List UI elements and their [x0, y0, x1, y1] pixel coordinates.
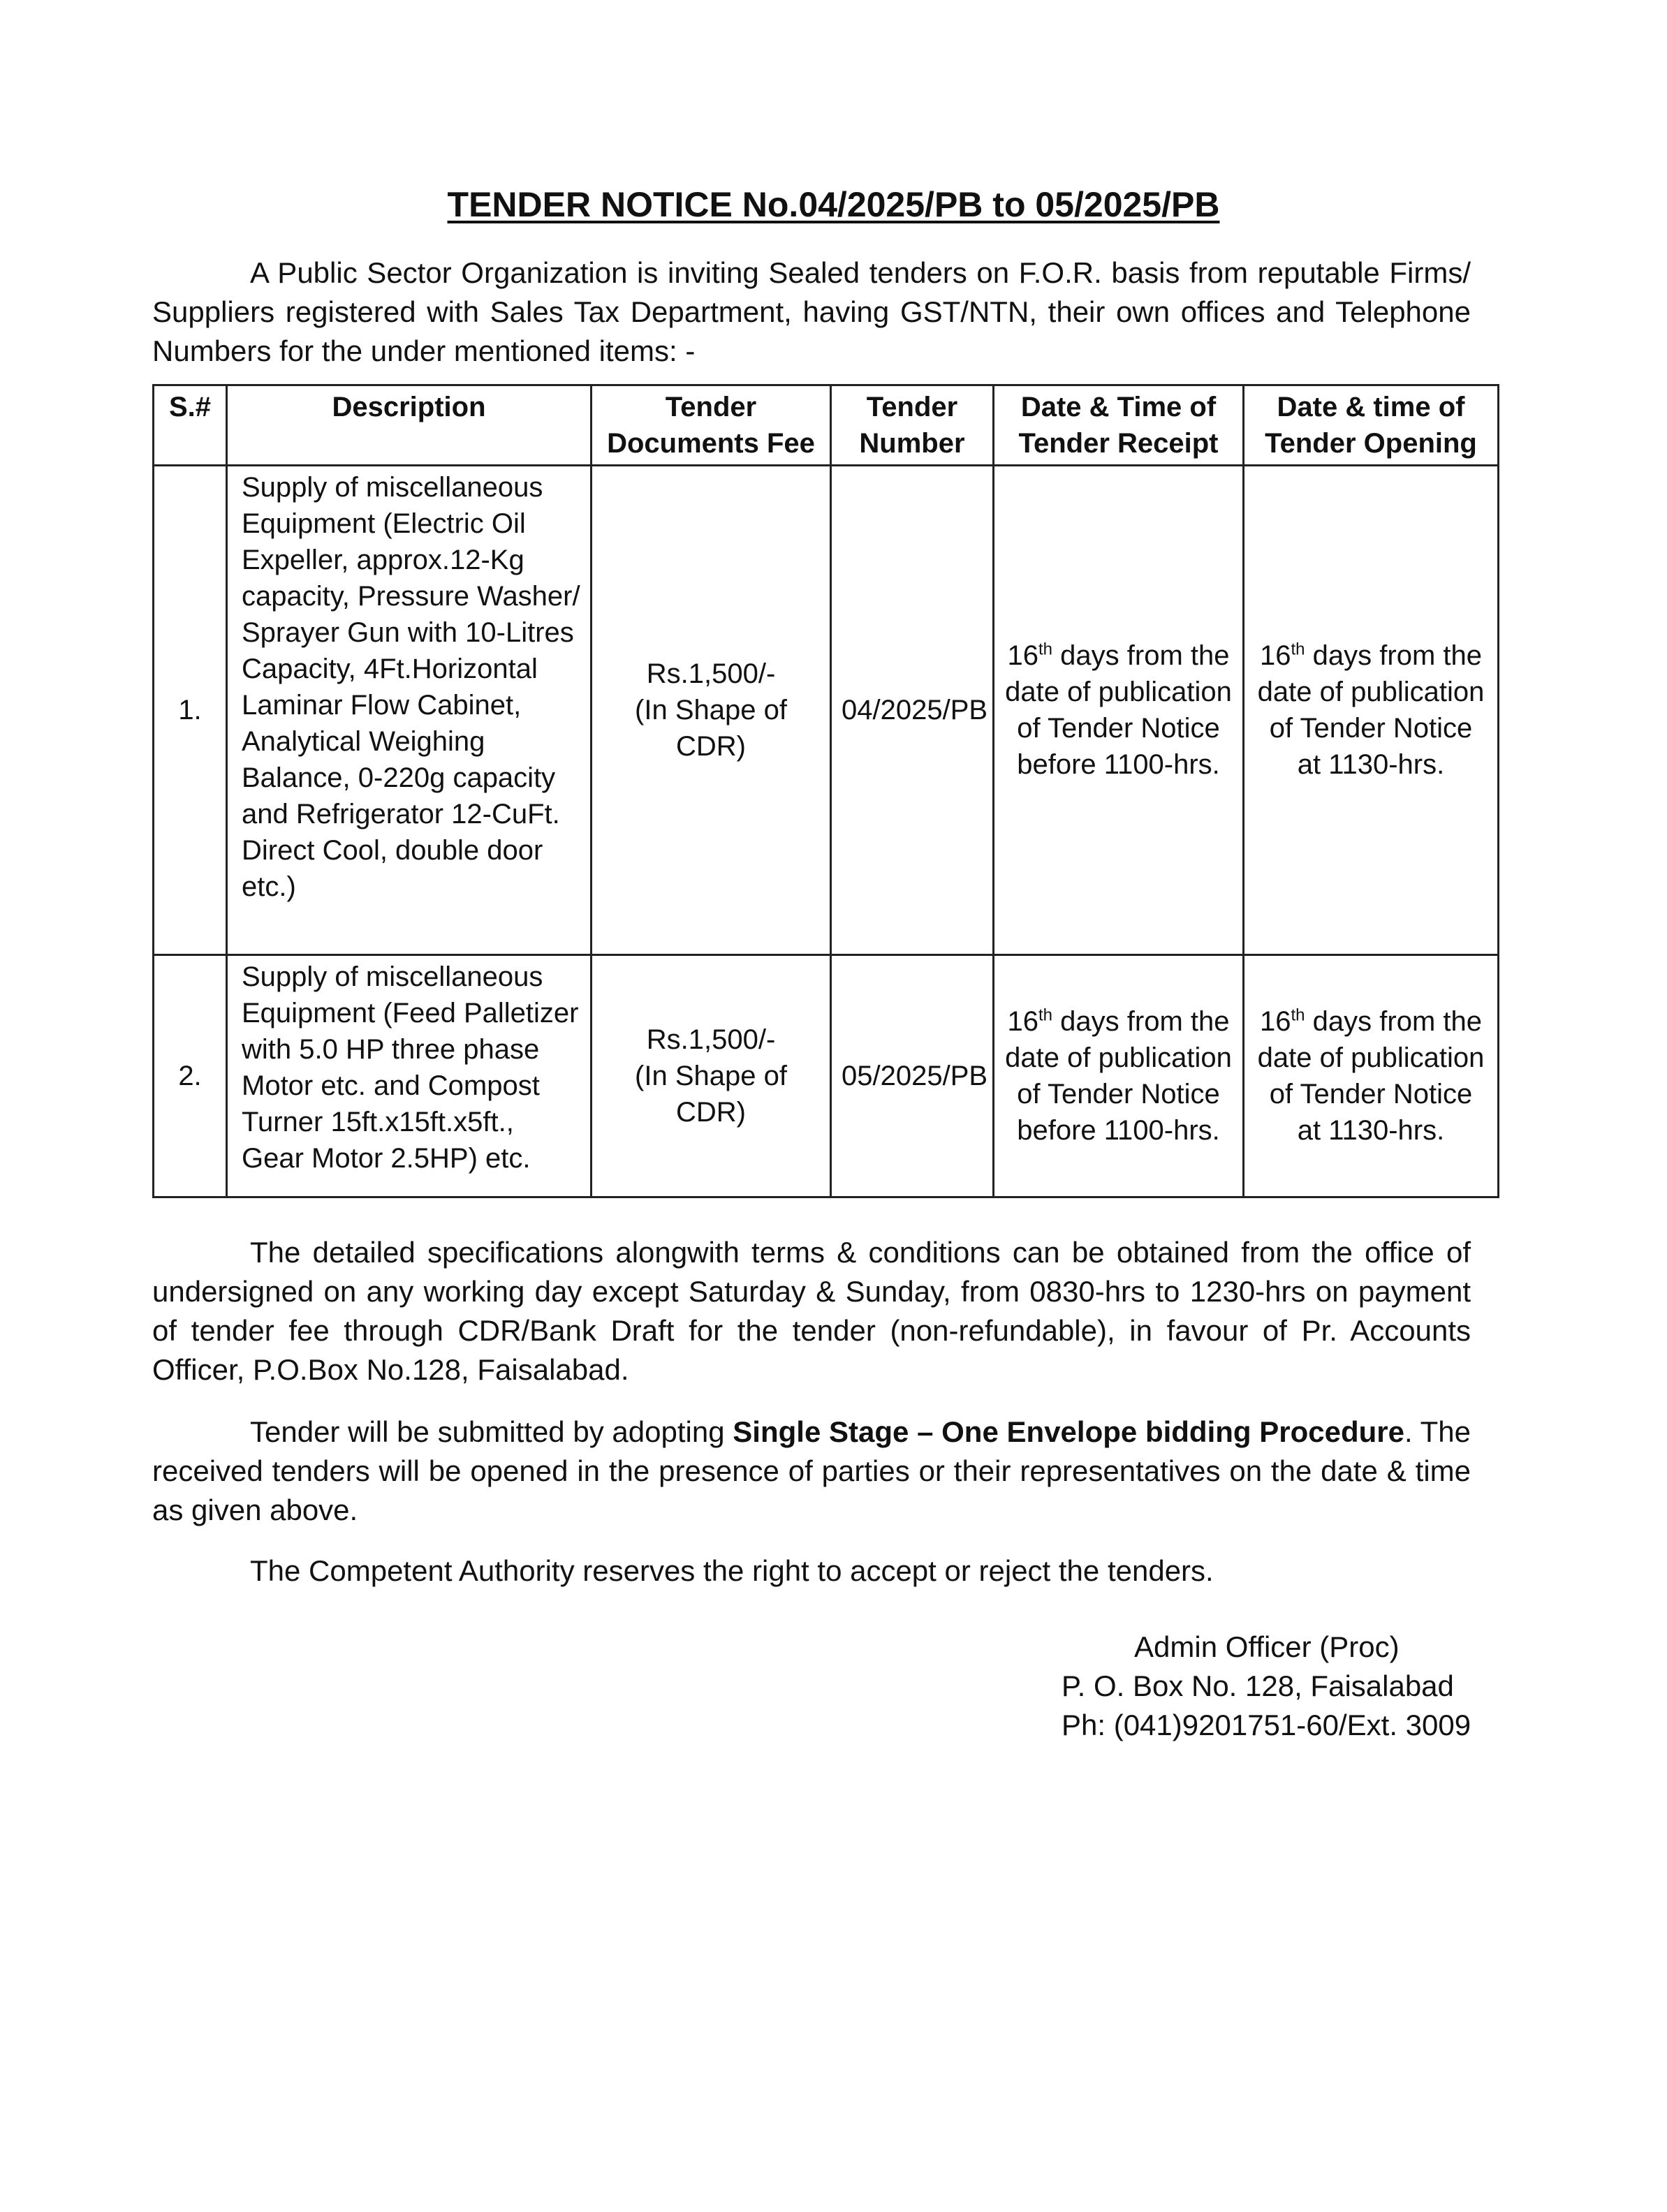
row-tender-number: 05/2025/PB	[831, 955, 994, 1197]
receipt-text: days from the date of publication of Tender Notice before 1100-hrs.	[1005, 1006, 1232, 1146]
row-sno: 2.	[154, 955, 227, 1197]
opening-text: days from the date of publication of Tender Notice at 1130-hrs.	[1257, 640, 1485, 780]
row-description: Supply of miscellaneous Equipment (Feed Palletizer with 5.0 HP three phase Motor etc. and Compost Turner 15ft.x15ft.x5ft., Gear Motor 2.5HP) etc.	[227, 955, 592, 1197]
row-receipt	[994, 466, 1244, 955]
receipt-ordinal: th	[1038, 1005, 1053, 1025]
row-fee	[592, 955, 831, 1197]
intro-paragraph	[152, 253, 1471, 371]
procedure-paragraph	[152, 1413, 1471, 1530]
table-row	[154, 466, 1499, 955]
notice-title-text: TENDER NOTICE No.04/2025/PB to 05/2025/PB	[447, 185, 1220, 224]
notice-title	[0, 183, 1667, 226]
intro-text: A Public Sector Organization is inviting Sealed tenders on F.O.R. basis from reputable Firms/ Suppliers registered with Sales Tax Department, having GST/NTN, their own offices and Telephone Numbers for the under mentioned items: -	[152, 256, 1471, 367]
row-opening	[1244, 466, 1499, 955]
row-sno: 1.	[154, 466, 227, 955]
opening-ordinal: th	[1291, 640, 1305, 659]
fee-amount: Rs.1,500/-	[646, 658, 776, 689]
header-opening: Date & time of Tender Opening	[1244, 385, 1499, 466]
procedure-text-after: . The received tenders will be opened in the presence of parties or their representatives on the date & time as given above.	[152, 1415, 1471, 1526]
header-number: Tender Number	[831, 385, 994, 466]
table-row	[154, 955, 1499, 1197]
signature-phone: Ph: (041)9201751-60/Ext. 3009	[1062, 1709, 1471, 1741]
header-receipt: Date & Time of Tender Receipt	[994, 385, 1244, 466]
receipt-day: 16	[1007, 640, 1039, 671]
row-fee	[592, 466, 831, 955]
opening-ordinal: th	[1291, 1005, 1305, 1025]
opening-day: 16	[1260, 1006, 1291, 1037]
tender-table	[152, 384, 1499, 1198]
receipt-text: days from the date of publication of Tender Notice before 1100-hrs.	[1005, 640, 1232, 780]
header-sno: S.#	[154, 385, 227, 466]
row-tender-number: 04/2025/PB	[831, 466, 994, 955]
signature-title: Admin Officer (Proc)	[1134, 1630, 1400, 1663]
signature-block	[1062, 1628, 1471, 1745]
fee-note: (In Shape of CDR)	[635, 1061, 787, 1128]
opening-day: 16	[1260, 640, 1291, 671]
receipt-day: 16	[1007, 1006, 1039, 1037]
row-opening	[1244, 955, 1499, 1197]
table-header-row	[154, 385, 1499, 466]
procedure-text-before: Tender will be submitted by adopting	[250, 1415, 733, 1448]
procedure-text-bold: Single Stage – One Envelope bidding Procedure	[733, 1415, 1405, 1448]
header-description: Description	[227, 385, 592, 466]
signature-address: P. O. Box No. 128, Faisalabad	[1062, 1669, 1454, 1702]
fee-amount: Rs.1,500/-	[646, 1024, 776, 1055]
header-fee: Tender Documents Fee	[592, 385, 831, 466]
opening-text: days from the date of publication of Tender Notice at 1130-hrs.	[1257, 1006, 1485, 1146]
receipt-ordinal: th	[1038, 640, 1053, 659]
fee-note: (In Shape of CDR)	[635, 695, 787, 762]
specifications-paragraph	[152, 1233, 1471, 1389]
row-description: Supply of miscellaneous Equipment (Electric Oil Expeller, approx.12-Kg capacity, Pressure Washer/ Sprayer Gun with 10-Litres Capacity, 4Ft.Horizontal Laminar Flow Cabinet, Analytical Weighing Balance, 0-220g capacity and Refrigerator 12-CuFt. Direct Cool, double door etc.)	[227, 466, 592, 955]
row-receipt	[994, 955, 1244, 1197]
specifications-text: The detailed specifications alongwith terms & conditions can be obtained from the office of undersigned on any working day except Saturday & Sunday, from 0830-hrs to 1230-hrs on payment of tender fee through CDR/Bank Draft for the tender (non-refundable), in favour of Pr. Accounts Officer, P.O.Box No.128, Faisalabad.	[152, 1236, 1471, 1386]
authority-paragraph	[152, 1551, 1471, 1591]
authority-text: The Competent Authority reserves the right to accept or reject the tenders.	[250, 1554, 1214, 1587]
